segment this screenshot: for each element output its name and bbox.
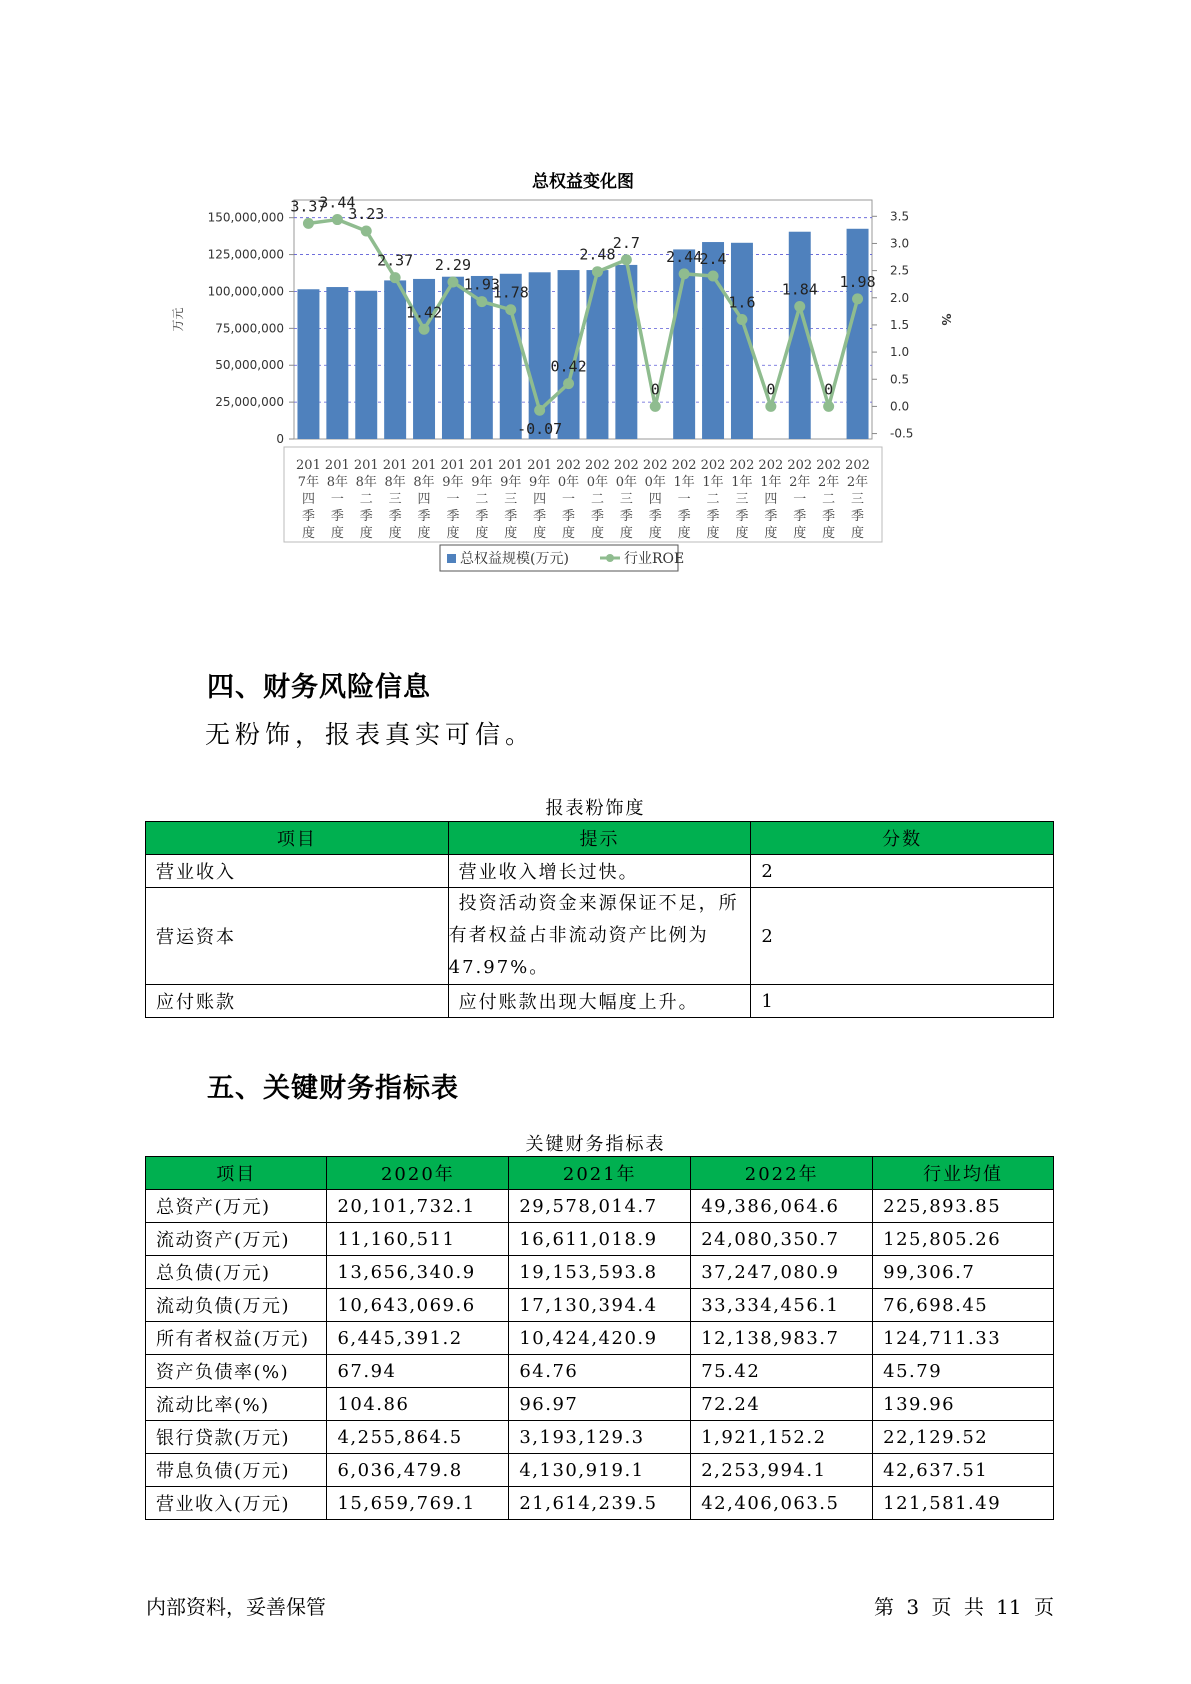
- table-row: [146, 1190, 1054, 1223]
- chart-canvas: [171, 165, 953, 620]
- x-tick-label: 9年: [442, 475, 464, 490]
- roe-data-label: 3.23: [348, 204, 385, 223]
- equity-bar: [442, 277, 464, 439]
- legend-bar-label: 总权益规模(万元): [460, 551, 569, 567]
- kpi-value: 24,080,350.7: [691, 1223, 873, 1256]
- x-tick-label: 三: [504, 492, 518, 507]
- table-row: [146, 1421, 1054, 1454]
- kpi-value: 1,921,152.2: [691, 1421, 873, 1454]
- x-tick-label: 三: [851, 492, 865, 507]
- kpi-value: 13,656,340.9: [327, 1256, 509, 1289]
- kpi-value: 225,893.85: [873, 1190, 1054, 1223]
- kpi-value: 45.79: [873, 1355, 1054, 1388]
- risk-score: 2: [751, 855, 1054, 888]
- x-tick-label: 三: [619, 492, 633, 507]
- x-tick-label: 一: [677, 492, 691, 507]
- x-tick-label: 8年: [326, 475, 348, 490]
- roe-point: [447, 277, 458, 288]
- x-tick-label: 度: [706, 526, 720, 541]
- roe-data-label: 1.42: [405, 303, 443, 322]
- roe-point: [390, 272, 401, 283]
- kpi-value: 64.76: [509, 1355, 691, 1388]
- kpi-header-2020: 2020年: [327, 1157, 509, 1190]
- risk-score: 1: [751, 985, 1054, 1018]
- x-tick-label: 1年: [760, 475, 782, 490]
- x-tick-label: 季: [764, 509, 778, 524]
- x-tick-label: 度: [301, 526, 315, 541]
- x-tick-label: 201: [498, 458, 524, 473]
- equity-bar: [384, 280, 406, 439]
- y-left-tick-label: 75,000,000: [215, 321, 284, 336]
- y-right-tick-label: -0.5: [890, 426, 914, 441]
- x-tick-label: 度: [417, 526, 431, 541]
- chart-title: 总权益变化图: [532, 172, 634, 192]
- x-tick-label: 度: [590, 526, 604, 541]
- kpi-value: 67.94: [327, 1355, 509, 1388]
- table-row: [146, 1355, 1054, 1388]
- x-tick-label: 四: [533, 492, 547, 507]
- kpi-value: 10,643,069.6: [327, 1289, 509, 1322]
- x-tick-label: 2年: [789, 475, 811, 490]
- x-tick-label: 二: [359, 492, 373, 507]
- kpi-value: 12,138,983.7: [691, 1322, 873, 1355]
- x-tick-label: 季: [388, 509, 402, 524]
- y-left-tick-label: 100,000,000: [207, 284, 284, 299]
- roe-data-label: 1.93: [463, 275, 500, 294]
- roe-data-label: 2.44: [666, 247, 703, 266]
- section4-heading: 四、财务风险信息: [207, 672, 431, 703]
- risk-table-header-row: [146, 822, 1054, 855]
- risk-conclusion-text: 无粉饰，报表真实可信。: [205, 720, 536, 749]
- legend-line-marker: [606, 554, 614, 562]
- x-tick-label: 202: [642, 458, 668, 473]
- kpi-item: 流动资产(万元): [146, 1223, 327, 1256]
- x-tick-label: 9年: [500, 475, 522, 490]
- kpi-value: 4,130,919.1: [509, 1454, 691, 1487]
- x-tick-label: 201: [411, 458, 437, 473]
- kpi-value: 10,424,420.9: [509, 1322, 691, 1355]
- x-tick-label: 三: [735, 492, 749, 507]
- x-tick-label: 季: [822, 509, 836, 524]
- kpi-value: 19,153,593.8: [509, 1256, 691, 1289]
- x-tick-label: 202: [816, 458, 842, 473]
- footer-confidential: 内部资料，妥善保管: [146, 1595, 326, 1619]
- roe-point: [419, 324, 430, 335]
- x-tick-label: 7年: [297, 475, 320, 490]
- kpi-value: 29,578,014.7: [509, 1190, 691, 1223]
- roe-point: [332, 214, 343, 225]
- table-row: [146, 1256, 1054, 1289]
- x-tick-label: 0年: [586, 475, 609, 490]
- risk-hint-line: 有者权益占非流动资产比例为: [448, 925, 709, 946]
- legend-line-label: 行业ROE: [624, 551, 685, 567]
- table-row: [146, 1454, 1054, 1487]
- risk-item: 营运资本: [146, 888, 449, 985]
- kpi-value: 42,406,063.5: [691, 1487, 873, 1520]
- total-equity-chart: [171, 165, 953, 620]
- kpi-table-header-row: [146, 1157, 1054, 1190]
- table-row: [146, 888, 1054, 985]
- x-tick-label: 季: [533, 509, 547, 524]
- table-row: [146, 1487, 1054, 1520]
- roe-point: [505, 304, 516, 315]
- section5-heading: 五、关键财务指标表: [207, 1073, 459, 1104]
- x-tick-label: 四: [648, 492, 662, 507]
- roe-point: [476, 296, 487, 307]
- x-tick-label: 8年: [355, 475, 377, 490]
- x-tick-label: 一: [562, 492, 576, 507]
- x-tick-label: 季: [301, 509, 315, 524]
- x-tick-label: 一: [446, 492, 460, 507]
- x-tick-label: 季: [619, 509, 633, 524]
- x-tick-label: 202: [671, 458, 697, 473]
- roe-point: [679, 268, 690, 279]
- roe-point: [592, 266, 603, 277]
- x-tick-label: 202: [613, 458, 639, 473]
- roe-point: [823, 401, 834, 412]
- kpi-value: 17,130,394.4: [509, 1289, 691, 1322]
- risk-header-item: 项目: [146, 822, 449, 855]
- x-tick-label: 四: [301, 492, 315, 507]
- y-right-tick-label: 0.0: [890, 399, 910, 414]
- kpi-value: 21,614,239.5: [509, 1487, 691, 1520]
- risk-hint-line: 投资活动资金来源保证不足，所: [458, 893, 739, 914]
- kpi-value: 96.97: [509, 1388, 691, 1421]
- roe-point: [794, 301, 805, 312]
- x-tick-label: 201: [296, 458, 321, 473]
- x-tick-label: 201: [324, 458, 350, 473]
- x-tick-label: 0年: [644, 475, 666, 490]
- y-right-tick-label: 0.5: [890, 372, 910, 387]
- kpi-header-2022: 2022年: [691, 1157, 873, 1190]
- x-tick-label: 度: [619, 526, 633, 541]
- roe-data-label: 3.37: [290, 197, 327, 216]
- y-right-tick-label: 1.5: [890, 317, 910, 332]
- kpi-value: 11,160,511: [327, 1223, 509, 1256]
- x-tick-label: 201: [440, 458, 466, 473]
- equity-bar: [326, 287, 348, 439]
- x-tick-label: 2年: [846, 475, 869, 490]
- kpi-value: 72.24: [691, 1388, 873, 1421]
- table-row: [146, 855, 1054, 888]
- x-tick-label: 季: [648, 509, 662, 524]
- roe-data-label: 1.98: [839, 272, 876, 291]
- kpi-value: 124,711.33: [873, 1322, 1054, 1355]
- risk-item: 营业收入: [146, 855, 449, 888]
- x-tick-label: 季: [359, 509, 373, 524]
- x-tick-label: 季: [851, 509, 865, 524]
- kpi-table: [145, 1156, 1054, 1520]
- roe-point: [621, 254, 632, 265]
- kpi-item: 资产负债率(%): [146, 1355, 327, 1388]
- x-tick-label: 度: [735, 526, 749, 541]
- y-left-tick-label: 50,000,000: [215, 358, 284, 373]
- kpi-value: 121,581.49: [873, 1487, 1054, 1520]
- roe-data-label: 0.42: [550, 357, 587, 376]
- x-tick-label: 0年: [615, 475, 637, 490]
- x-tick-label: 一: [793, 492, 807, 507]
- kpi-table-body: [146, 1190, 1054, 1520]
- risk-item: 应付账款: [146, 985, 449, 1018]
- x-tick-label: 9年: [529, 475, 551, 490]
- table-row: [146, 1223, 1054, 1256]
- x-tick-label: 度: [677, 526, 691, 541]
- x-tick-label: 201: [469, 458, 495, 473]
- plot-frame: [294, 200, 872, 439]
- kpi-value: 20,101,732.1: [327, 1190, 509, 1223]
- x-tick-label: 201: [527, 458, 553, 473]
- roe-data-label: 0: [650, 380, 660, 399]
- equity-bar: [297, 289, 319, 439]
- x-tick-label: 1年: [731, 475, 753, 490]
- x-tick-label: 1年: [702, 475, 724, 490]
- y-left-tick-label: 25,000,000: [215, 395, 284, 410]
- x-tick-label: 二: [475, 492, 489, 507]
- x-tick-label: 三: [388, 492, 402, 507]
- x-tick-label: 季: [677, 509, 691, 524]
- x-tick-label: 202: [758, 458, 784, 473]
- kpi-header-item: 项目: [146, 1157, 327, 1190]
- table-row: [146, 1322, 1054, 1355]
- kpi-value: 99,306.7: [873, 1256, 1054, 1289]
- x-tick-label: 202: [787, 458, 813, 473]
- roe-point: [303, 218, 314, 229]
- kpi-value: 33,334,456.1: [691, 1289, 873, 1322]
- kpi-item: 银行贷款(万元): [146, 1421, 327, 1454]
- kpi-value: 4,255,864.5: [327, 1421, 509, 1454]
- x-tick-label: 季: [793, 509, 807, 524]
- x-tick-label: 二: [706, 492, 720, 507]
- kpi-value: 76,698.45: [873, 1289, 1054, 1322]
- table-row: [146, 985, 1054, 1018]
- roe-point: [563, 378, 574, 389]
- y-left-unit-label: 万元: [171, 307, 185, 332]
- roe-data-label: 1.6: [728, 293, 756, 312]
- x-tick-label: 二: [822, 492, 836, 507]
- kpi-item: 所有者权益(万元): [146, 1322, 327, 1355]
- kpi-item: 流动比率(%): [146, 1388, 327, 1421]
- kpi-value: 125,805.26: [873, 1223, 1054, 1256]
- x-tick-label: 201: [353, 458, 379, 473]
- x-tick-label: 2年: [818, 475, 840, 490]
- risk-hint: 应付账款出现大幅度上升。: [448, 985, 751, 1018]
- risk-score: 2: [751, 888, 1054, 985]
- x-tick-label: 202: [556, 458, 581, 473]
- x-tick-label: 季: [735, 509, 749, 524]
- y-right-unit-label: %: [939, 313, 953, 326]
- x-tick-label: 度: [764, 526, 778, 541]
- x-tick-label: 季: [330, 509, 344, 524]
- kpi-item: 总负债(万元): [146, 1256, 327, 1289]
- x-tick-label: 季: [504, 509, 518, 524]
- kpi-value: 75.42: [691, 1355, 873, 1388]
- roe-data-label: 2.4: [699, 250, 727, 269]
- roe-data-label: 0: [766, 380, 776, 399]
- y-left-tick-label: 125,000,000: [207, 247, 284, 262]
- x-tick-label: 度: [446, 526, 460, 541]
- x-tick-label: 度: [562, 526, 576, 541]
- y-left-tick-label: 150,000,000: [207, 210, 284, 225]
- x-tick-label: 季: [417, 509, 431, 524]
- roe-point: [765, 401, 776, 412]
- x-tick-label: 0年: [557, 475, 580, 490]
- kpi-value: 3,193,129.3: [509, 1421, 691, 1454]
- kpi-value: 139.96: [873, 1388, 1054, 1421]
- roe-point: [708, 271, 719, 282]
- x-tick-label: 度: [359, 526, 373, 541]
- kpi-header-industry-avg: 行业均值: [873, 1157, 1054, 1190]
- x-tick-label: 度: [475, 526, 489, 541]
- kpi-value: 15,659,769.1: [327, 1487, 509, 1520]
- x-tick-label: 度: [851, 526, 865, 541]
- y-left-tick-label: 0: [276, 432, 284, 446]
- x-tick-label: 度: [793, 526, 807, 541]
- risk-hint: [448, 888, 751, 985]
- roe-data-label: 2.48: [579, 245, 616, 264]
- risk-table: [145, 821, 1054, 1018]
- y-right-tick-label: 1.0: [890, 345, 910, 360]
- x-tick-label: 季: [446, 509, 460, 524]
- x-tick-label: 202: [845, 458, 870, 473]
- kpi-value: 16,611,018.9: [509, 1223, 691, 1256]
- x-tick-label: 季: [475, 509, 489, 524]
- kpi-value: 104.86: [327, 1388, 509, 1421]
- kpi-value: 37,247,080.9: [691, 1256, 873, 1289]
- x-tick-label: 9年: [471, 475, 493, 490]
- kpi-header-2021: 2021年: [509, 1157, 691, 1190]
- risk-hint-line: 47.97%。: [448, 957, 550, 978]
- kpi-value: 6,445,391.2: [327, 1322, 509, 1355]
- y-right-tick-label: 3.5: [890, 209, 910, 224]
- risk-header-score: 分数: [751, 822, 1054, 855]
- roe-data-label: -0.07: [517, 420, 563, 439]
- x-tick-label: 度: [330, 526, 344, 541]
- x-tick-label: 度: [388, 526, 402, 541]
- legend-bar-swatch: [447, 554, 456, 563]
- kpi-item: 总资产(万元): [146, 1190, 327, 1223]
- roe-data-label: 2.7: [612, 233, 640, 252]
- roe-data-label: 1.84: [781, 280, 818, 299]
- kpi-value: 42,637.51: [873, 1454, 1054, 1487]
- x-tick-label: 8年: [384, 475, 406, 490]
- equity-bar: [355, 291, 377, 439]
- kpi-value: 22,129.52: [873, 1421, 1054, 1454]
- risk-table-caption: 报表粉饰度: [545, 798, 646, 819]
- x-tick-label: 8年: [413, 475, 435, 490]
- table-row: [146, 1289, 1054, 1322]
- roe-point: [650, 401, 661, 412]
- x-tick-label: 202: [700, 458, 726, 473]
- x-tick-label: 二: [590, 492, 604, 507]
- x-tick-label: 度: [822, 526, 836, 541]
- x-tick-label: 季: [706, 509, 720, 524]
- kpi-item: 营业收入(万元): [146, 1487, 327, 1520]
- x-tick-label: 202: [585, 458, 610, 473]
- kpi-table-caption: 关键财务指标表: [525, 1134, 666, 1155]
- x-tick-label: 度: [533, 526, 547, 541]
- x-tick-label: 四: [764, 492, 778, 507]
- x-tick-label: 四: [417, 492, 431, 507]
- roe-data-label: 3.44: [319, 193, 356, 212]
- roe-data-label: 0: [824, 380, 834, 399]
- x-tick-label: 季: [562, 509, 576, 524]
- roe-point: [534, 405, 545, 416]
- kpi-value: 49,386,064.6: [691, 1190, 873, 1223]
- x-tick-label: 1年: [673, 475, 695, 490]
- x-tick-label: 一: [330, 492, 344, 507]
- risk-header-hint: 提示: [448, 822, 751, 855]
- roe-data-label: 2.37: [377, 251, 414, 270]
- kpi-item: 带息负债(万元): [146, 1454, 327, 1487]
- roe-point: [736, 314, 747, 325]
- risk-hint: 营业收入增长过快。: [448, 855, 751, 888]
- y-right-tick-label: 3.0: [890, 236, 910, 251]
- roe-data-label: 1.78: [492, 283, 529, 302]
- x-tick-label: 202: [729, 458, 755, 473]
- x-tick-label: 度: [648, 526, 662, 541]
- kpi-value: 2,253,994.1: [691, 1454, 873, 1487]
- x-tick-label: 度: [504, 526, 518, 541]
- x-tick-label: 201: [382, 458, 408, 473]
- y-right-tick-label: 2.0: [890, 290, 910, 305]
- roe-data-label: 2.29: [434, 256, 472, 275]
- roe-point: [852, 293, 863, 304]
- footer-page-number: 第 3 页 共 11 页: [874, 1595, 1054, 1619]
- x-tick-label: 季: [590, 509, 604, 524]
- kpi-item: 流动负债(万元): [146, 1289, 327, 1322]
- y-right-tick-label: 2.5: [890, 263, 910, 278]
- roe-point: [361, 225, 372, 236]
- table-row: [146, 1388, 1054, 1421]
- kpi-value: 6,036,479.8: [327, 1454, 509, 1487]
